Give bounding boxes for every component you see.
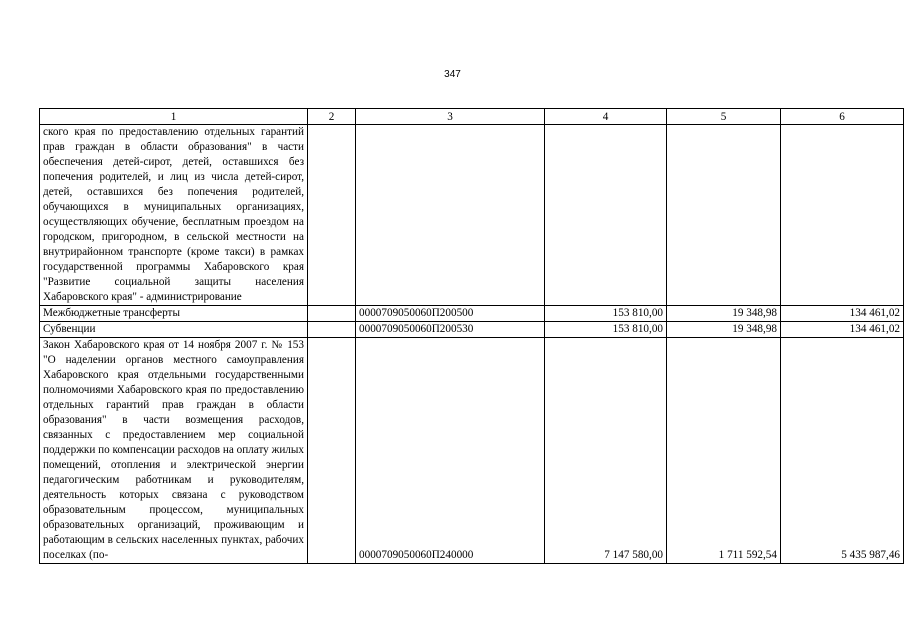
table-row <box>40 322 904 338</box>
law-col2 <box>308 338 356 564</box>
row-name: Субвенции <box>40 322 308 338</box>
row-code: 0000709050060П200530 <box>356 322 545 338</box>
table-row <box>40 306 904 322</box>
row-col2 <box>308 306 356 322</box>
header-col-5: 5 <box>667 109 781 125</box>
cell-empty <box>545 125 667 306</box>
row-col5: 19 348,98 <box>667 306 781 322</box>
header-col-1: 1 <box>40 109 308 125</box>
cell-empty <box>667 125 781 306</box>
row-col6: 134 461,02 <box>781 322 904 338</box>
law-col5: 1 711 592,54 <box>667 338 781 564</box>
cell-empty <box>356 125 545 306</box>
header-col-2: 2 <box>308 109 356 125</box>
law-col6: 5 435 987,46 <box>781 338 904 564</box>
table-row-law <box>40 338 904 564</box>
cell-empty <box>308 125 356 306</box>
continuation-description: ского края по предоставлению отдельных гарантий прав граждан в области образования" в части обеспечения детей-сирот, детей, оставшихся без попечения родителей, и лиц из числа детей-сирот, детей, оставшихся без попечения родителей, обучающихся в муниципальных организациях, осуществляющих обучение, бесплатным проездом на городском, пригородном, в сельской местности на внутрирайонном транспорте (кроме такси) в рамках государственной программы Хабаровского края "Развитие социальной защиты населения Хабаровского края" - администрирование <box>40 125 308 306</box>
row-col5: 19 348,98 <box>667 322 781 338</box>
row-col2 <box>308 322 356 338</box>
row-col4: 153 810,00 <box>545 306 667 322</box>
law-col4: 7 147 580,00 <box>545 338 667 564</box>
law-description: Закон Хабаровского края от 14 ноября 2007 г. № 153 "О наделении органов местного самоуправления Хабаровского края отдельными государственными полномочиями Хабаровского края по предоставлению отдельных гарантий прав граждан в области образования" в части возмещения расходов, связанных с предоставлением мер социальной поддержки по компенсации расходов на оплату жилых помещений, отопления и электрической энергии педагогическим работникам и руководителям, деятельность которых связана с руководством образовательным процессом, муниципальных образовательных организаций, проживающим и работающим в сельских населенных пунктах, рабочих поселках (по- <box>40 338 308 564</box>
page-number: 347 <box>444 69 461 80</box>
header-col-3: 3 <box>356 109 545 125</box>
row-col6: 134 461,02 <box>781 306 904 322</box>
row-name: Межбюджетные трансферты <box>40 306 308 322</box>
header-col-4: 4 <box>545 109 667 125</box>
cell-empty <box>781 125 904 306</box>
table-header-row <box>40 109 904 125</box>
table-row-continuation <box>40 125 904 306</box>
law-code: 0000709050060П240000 <box>356 338 545 564</box>
budget-table <box>39 108 904 564</box>
row-col4: 153 810,00 <box>545 322 667 338</box>
header-col-6: 6 <box>781 109 904 125</box>
row-code: 0000709050060П200500 <box>356 306 545 322</box>
